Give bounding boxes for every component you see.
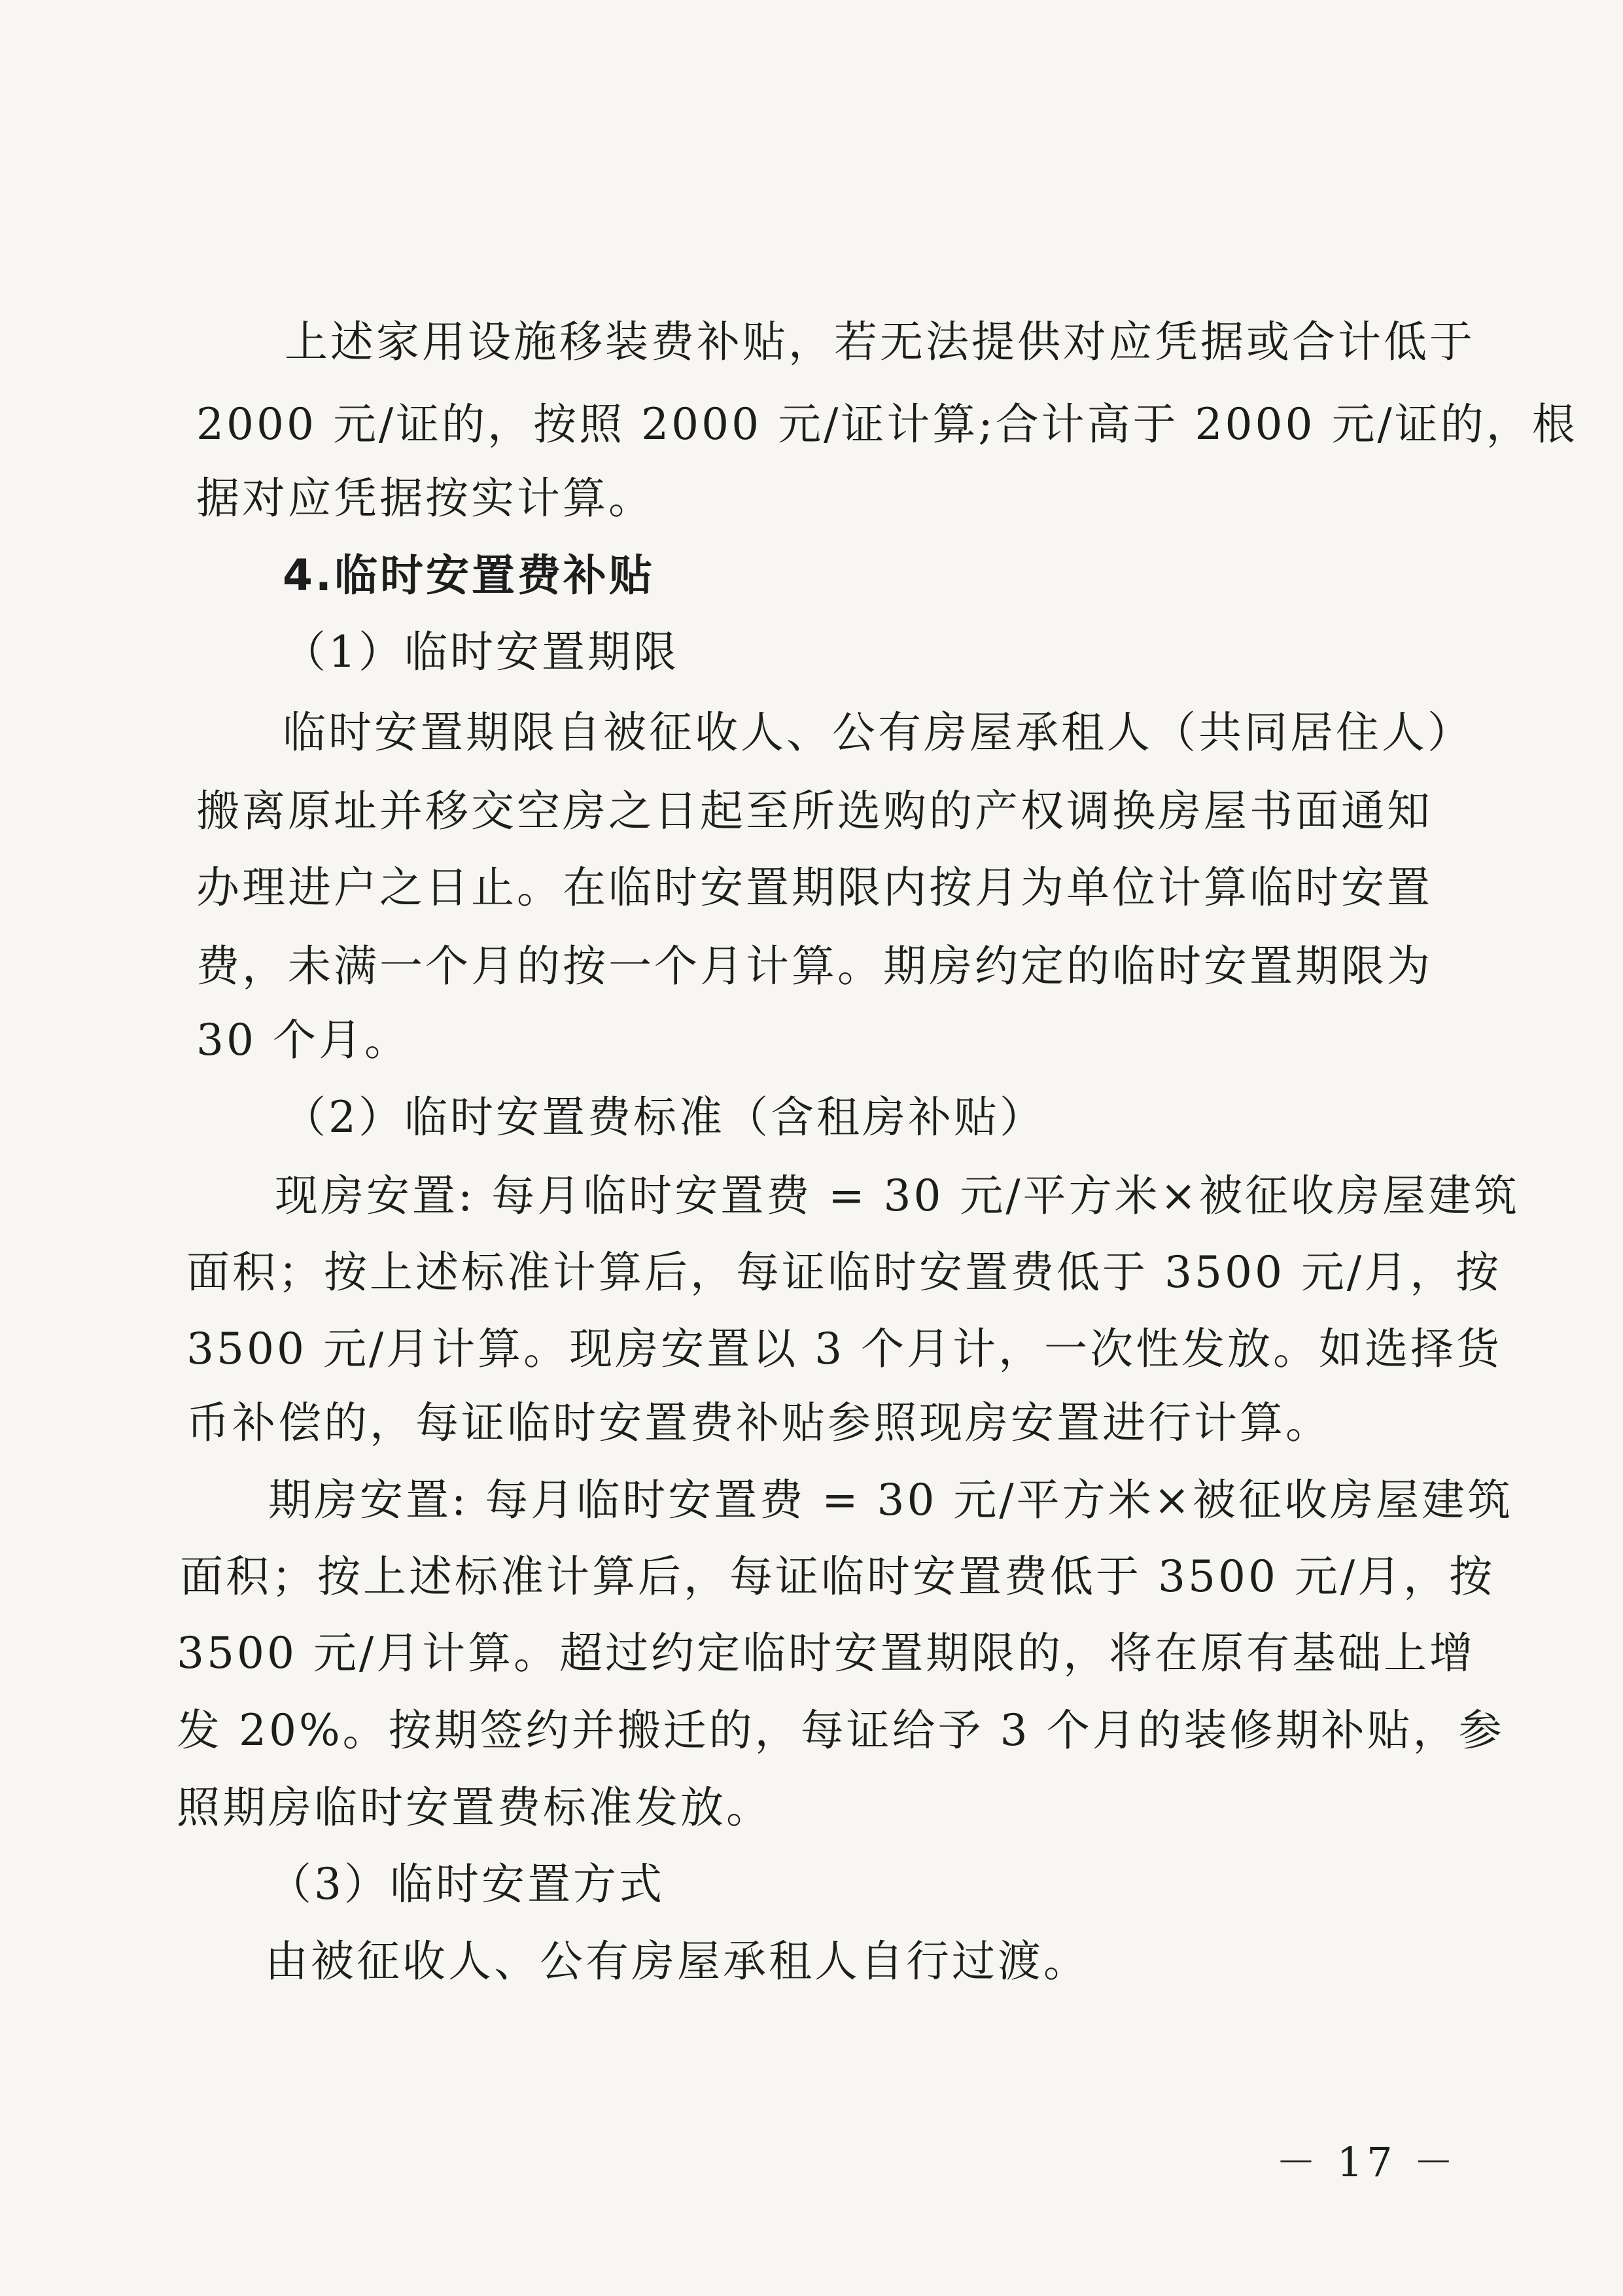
paragraph-line: 费，未满一个月的按一个月计算。期房约定的临时安置期限为 (196, 941, 1433, 991)
paragraph-line: 期房安置: 每月临时安置费 = 30 元/平方米×被征收房屋建筑 (268, 1475, 1513, 1525)
subsection-heading: （2）临时安置费标准（含租房补贴） (283, 1092, 1045, 1142)
paragraph-line: 搬离原址并移交空房之日起至所选购的产权调换房屋书面通知 (196, 786, 1433, 836)
paragraph-line: 照期房临时安置费标准发放。 (177, 1782, 772, 1833)
subsection-heading: （3）临时安置方式 (268, 1859, 665, 1909)
section-heading: 4.临时安置费补贴 (283, 550, 655, 601)
paragraph-line: 据对应凭据按实计算。 (196, 473, 654, 523)
subsection-heading: （1）临时安置期限 (283, 627, 679, 677)
paragraph-line: 币补偿的，每证临时安置费补贴参照现房安置进行计算。 (186, 1398, 1331, 1448)
paragraph-line: 临时安置期限自被征收人、公有房屋承租人（共同居住人） (283, 707, 1473, 758)
paragraph-line: 30 个月。 (196, 1015, 410, 1065)
paragraph-line: 办理进户之日止。在临时安置期限内按月为单位计算临时安置 (196, 862, 1433, 913)
paragraph-line: 现房安置: 每月临时安置费 = 30 元/平方米×被征收房屋建筑 (275, 1171, 1520, 1221)
paragraph-line: 发 20%。按期签约并搬迁的，每证给予 3 个月的装修期补贴，参 (177, 1705, 1505, 1756)
paragraph-line: 上述家用设施移装费补贴，若无法提供对应凭据或合计低于 (285, 317, 1475, 367)
paragraph-line: 由被征收人、公有房屋承租人自行过渡。 (265, 1936, 1089, 1987)
page-number: － 17 － (1276, 2138, 1458, 2186)
paragraph-line: 面积；按上述标准计算后，每证临时安置费低于 3500 元/月，按 (180, 1551, 1495, 1602)
paragraph-line: 2000 元/证的，按照 2000 元/证计算;合计高于 2000 元/证的，根 (196, 399, 1578, 450)
paragraph-line: 3500 元/月计算。现房安置以 3 个月计，一次性发放。如选择货 (186, 1324, 1503, 1374)
paragraph-line: 面积；按上述标准计算后，每证临时安置费低于 3500 元/月，按 (186, 1247, 1502, 1298)
paragraph-line: 3500 元/月计算。超过约定临时安置期限的，将在原有基础上增 (177, 1628, 1476, 1678)
